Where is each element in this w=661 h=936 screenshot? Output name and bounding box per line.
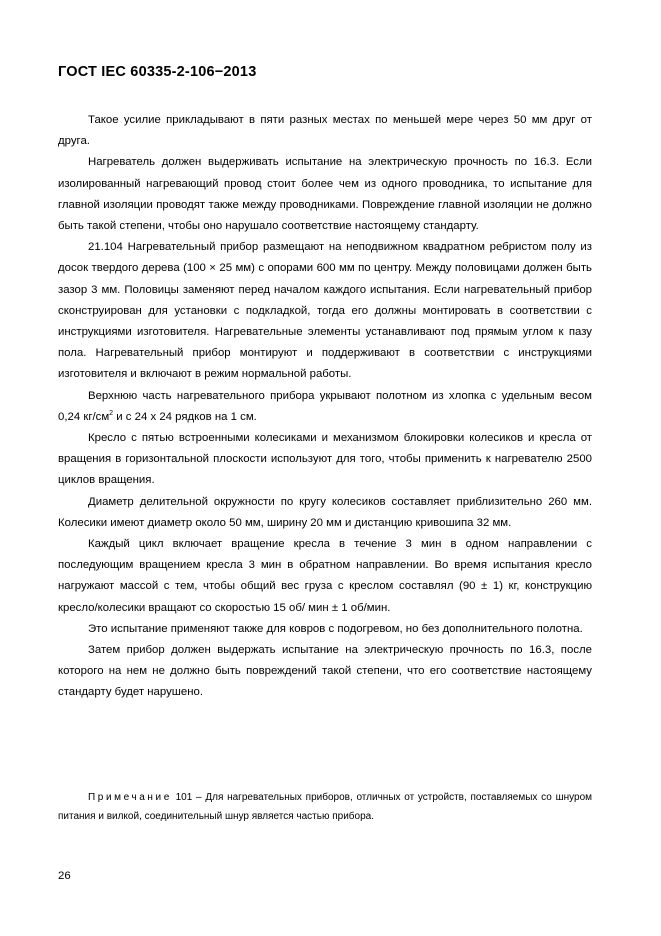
paragraph: Это испытание применяют также для ковров с подогревом, но без дополнительного полотна. [88,622,583,635]
paragraph-21-104: 21.104 Нагревательный прибор размещают на неподвижном квадратном ребристом полу из досок твердого дерева (100 × 25 мм) с опорами 600 мм по центру. Между половицами должен быть зазор 3 мм. Половицы заменяют перед началом каждого испытания. Если нагревательный прибор сконструирован для установки с подкладкой, тогда его должны монтировать в соответствии с инструкциями изготовителя. Нагревательные элементы устанавливают под прямым углом к пазу пола. Нагревательный прибор монтируют и поддерживают в соответствии с инструкциями изготовителя и включают в режим нормальной работы. [58,241,592,381]
paragraph: Такое усилие прикладывают в пяти разных местах по меньшей мере через 50 мм друг от друга. [58,114,592,148]
paragraph: Кресло с пятью встроенными колесиками и механизмом блокировки колесиков и кресла от вращения в горизонтальной плоскости используют для того, чтобы применить к нагревателю 2500 циклов вращения. [58,432,592,487]
paragraph: Затем прибор должен выдержать испытание на электрическую прочность по 16.3, после которого на нем не должно быть повреждений такой степени, что его соответствие настоящему стандарту будет нарушено. [58,644,592,699]
paragraph-text: Верхнюю часть нагревательного прибора укрывают полотном из хлопка с удельным весом 0,24 кг/см [58,389,592,423]
document-header: ГОСТ IEC 60335-2-106−2013 [58,64,257,80]
paragraph: Диаметр делительной окружности по кругу колесиков составляет приблизительно 260 мм. Колесики имеют диаметр около 50 мм, ширину 20 мм и дистанцию кривошипа 32 мм. [58,495,592,529]
paragraph: Нагреватель должен выдерживать испытание на электрическую прочность по 16.3. Если изолированный нагревающий провод стоит более чем из одного проводника, то испытание для главной изоляции проводят также между проводниками. Повреждение главной изоляции не должно быть такой степени, чтобы оно нарушало соответствие настоящему стандарту. [58,156,592,233]
page-number: 26 [58,870,71,882]
note-label: Примечание [88,792,172,803]
note-text: 101 – Для нагревательных приборов, отличных от устройств, поставляемых со шнуром питания и вилкой, соединительный шнур является частью прибора. [58,792,592,822]
document-body [58,110,592,704]
superscript-2: 2 [109,410,114,418]
paragraph-text: и с 24 х 24 рядков на 1 см. [113,410,257,423]
paragraph-cotton-cover [58,386,592,428]
note-101 [58,788,592,826]
paragraph: Каждый цикл включает вращение кресла в течение 3 мин в одном направлении с последующим вращением кресла 3 мин в обратном направлении. Во время испытания кресло нагружают массой с тем, чтобы общий вес груза с креслом составлял (90 ± 1) кг, конструкцию кресло/колесики вращают со скоростью 15 об/ мин ± 1 об/мин. [58,538,592,614]
